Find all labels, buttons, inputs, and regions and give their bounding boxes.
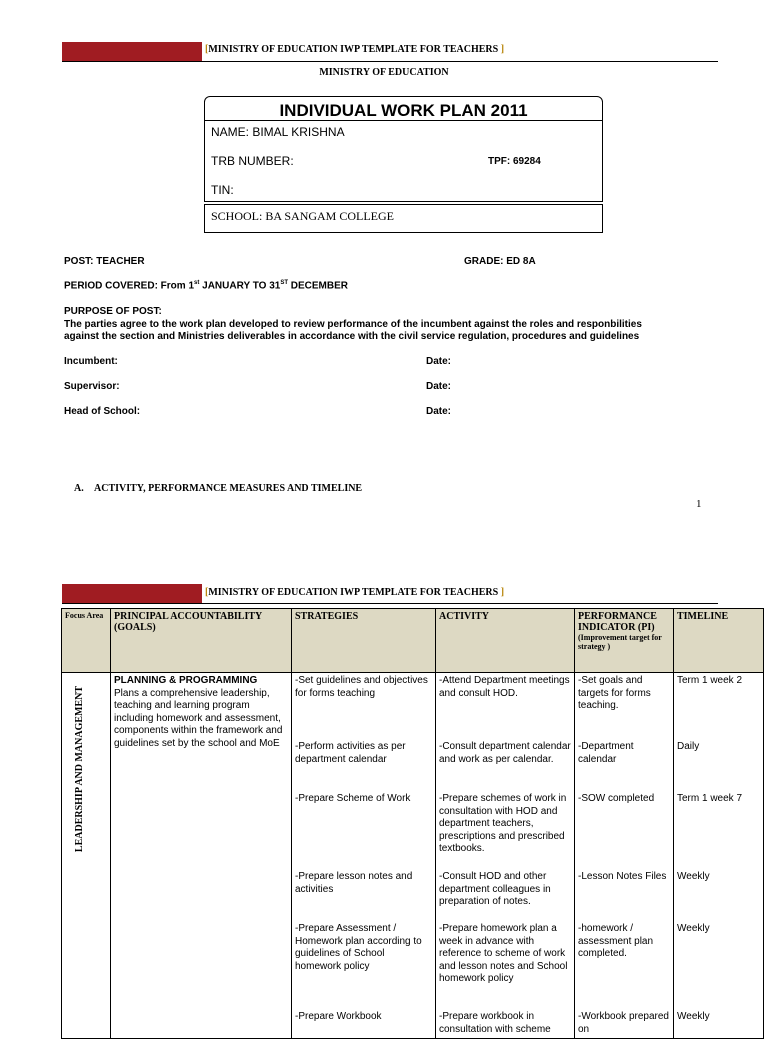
header-rule-2 xyxy=(62,603,718,604)
col-performance-indicator xyxy=(575,609,674,673)
goal-text: Plans a comprehensive leadership, teaching and learning program including homework and assessment, components within the framework and guidelines set by the school and MoE xyxy=(114,687,283,749)
ministry-heading: MINISTRY OF EDUCATION xyxy=(319,67,449,78)
list-item: Term 1 week 7 xyxy=(677,793,743,804)
incumbent-label: Incumbent: xyxy=(64,356,118,367)
purpose-title: PURPOSE OF POST: xyxy=(64,306,162,317)
col-timeline: TIMELINE xyxy=(674,609,764,673)
list-item: -Prepare Assessment / Homework plan according to guidelines of School homework policy xyxy=(295,923,422,972)
list-item: -Set guidelines and objectives for forms teaching xyxy=(295,675,428,699)
col-goals: PRINCIPAL ACCOUNTABILITY (GOALS) xyxy=(111,609,292,673)
timeline-cell xyxy=(674,673,764,1039)
title-divider xyxy=(204,120,603,121)
list-item: -Department calendar xyxy=(578,741,634,765)
header-color-bar xyxy=(62,42,202,62)
running-header: [MINISTRY OF EDUCATION IWP TEMPLATE FOR TEACHERS ] xyxy=(205,44,505,55)
list-item: -Prepare Workbook xyxy=(295,1011,382,1022)
col-activity: ACTIVITY xyxy=(436,609,575,673)
supervisor-label: Supervisor: xyxy=(64,381,120,392)
section-a-heading: ACTIVITY, PERFORMANCE MEASURES AND TIMELINE xyxy=(94,483,363,494)
post-field: POST: TEACHER xyxy=(64,256,145,267)
header-color-bar-2 xyxy=(62,584,202,604)
list-item: -Prepare schemes of work in consultation with HOD and department teachers, prescriptions and prescribed textbooks. xyxy=(439,793,567,854)
table-row xyxy=(62,673,764,1039)
header-rule xyxy=(62,61,718,62)
purpose-line-2: against the section and Ministries deliverables in accordance with the civil service regulation, procedures and guidelines xyxy=(64,331,640,342)
list-item: Weekly xyxy=(677,923,710,934)
name-field: NAME: BIMAL KRISHNA xyxy=(211,125,345,139)
list-item: Weekly xyxy=(677,1011,710,1022)
page-number: 1 xyxy=(696,498,702,510)
purpose-line-1: The parties agree to the work plan developed to review performance of the incumbent against the roles and responbilities xyxy=(64,319,642,330)
list-item: -Consult HOD and other department colleagues in preparation of notes. xyxy=(439,871,551,907)
period-covered: PERIOD COVERED: From 1st JANUARY TO 31ST DECEMBER xyxy=(64,280,349,292)
list-item: -Workbook prepared on xyxy=(578,1011,669,1035)
list-item: Weekly xyxy=(677,871,710,882)
plan-title: INDIVIDUAL WORK PLAN 2011 xyxy=(279,101,528,120)
grade-field: GRADE: ED 8A xyxy=(464,256,536,267)
list-item: -Perform activities as per department calendar xyxy=(295,741,406,765)
incumbent-date-label: Date: xyxy=(426,356,452,367)
list-item: Daily xyxy=(677,741,700,752)
pi-subtitle: (Improvement target for strategy ) xyxy=(578,633,662,651)
list-item: Term 1 week 2 xyxy=(677,675,743,686)
col-strategies: STRATEGIES xyxy=(292,609,436,673)
trb-number-field: TRB NUMBER: xyxy=(211,154,294,168)
running-header-2: [MINISTRY OF EDUCATION IWP TEMPLATE FOR TEACHERS ] xyxy=(205,587,505,598)
list-item: -Prepare Scheme of Work xyxy=(295,793,411,804)
supervisor-date-label: Date: xyxy=(426,381,452,392)
list-item: -homework / assessment plan completed. xyxy=(578,923,654,959)
section-a-letter: A. xyxy=(74,483,84,494)
list-item: -Prepare workbook in consultation with scheme xyxy=(439,1011,551,1035)
head-date-label: Date: xyxy=(426,406,452,417)
list-item: -Attend Department meetings and consult HOD. xyxy=(439,675,570,699)
tin-field: TIN: xyxy=(211,183,234,197)
pi-cell xyxy=(575,673,674,1039)
col-focus-area: Focus Area xyxy=(62,609,111,673)
focus-area-text: LEADERSHIP AND MANAGEMENT xyxy=(74,685,85,853)
strategies-cell xyxy=(292,673,436,1039)
goal-title: PLANNING & PROGRAMMING xyxy=(114,675,258,686)
activity-cell xyxy=(436,673,575,1039)
goal-cell xyxy=(111,673,292,1039)
list-item: -Lesson Notes Files xyxy=(578,871,667,882)
tpf-field: TPF: 69284 xyxy=(488,156,541,167)
table-header-row xyxy=(62,609,764,673)
list-item: -Set goals and targets for forms teaching. xyxy=(578,675,651,711)
list-item: -Consult department calendar and work as per calendar. xyxy=(439,741,571,765)
head-of-school-label: Head of School: xyxy=(64,406,141,417)
work-plan-table xyxy=(61,608,764,1039)
school-field: SCHOOL: BA SANGAM COLLEGE xyxy=(211,209,395,223)
focus-area-vertical-label xyxy=(72,676,94,866)
list-item: -SOW completed xyxy=(578,793,655,804)
list-item: -Prepare homework plan a week in advance with reference to scheme of work and lesson notes and School homework policy xyxy=(439,923,568,984)
pi-title: PERFORMANCE INDICATOR (PI) xyxy=(578,611,657,633)
list-item: -Prepare lesson notes and activities xyxy=(295,871,413,895)
